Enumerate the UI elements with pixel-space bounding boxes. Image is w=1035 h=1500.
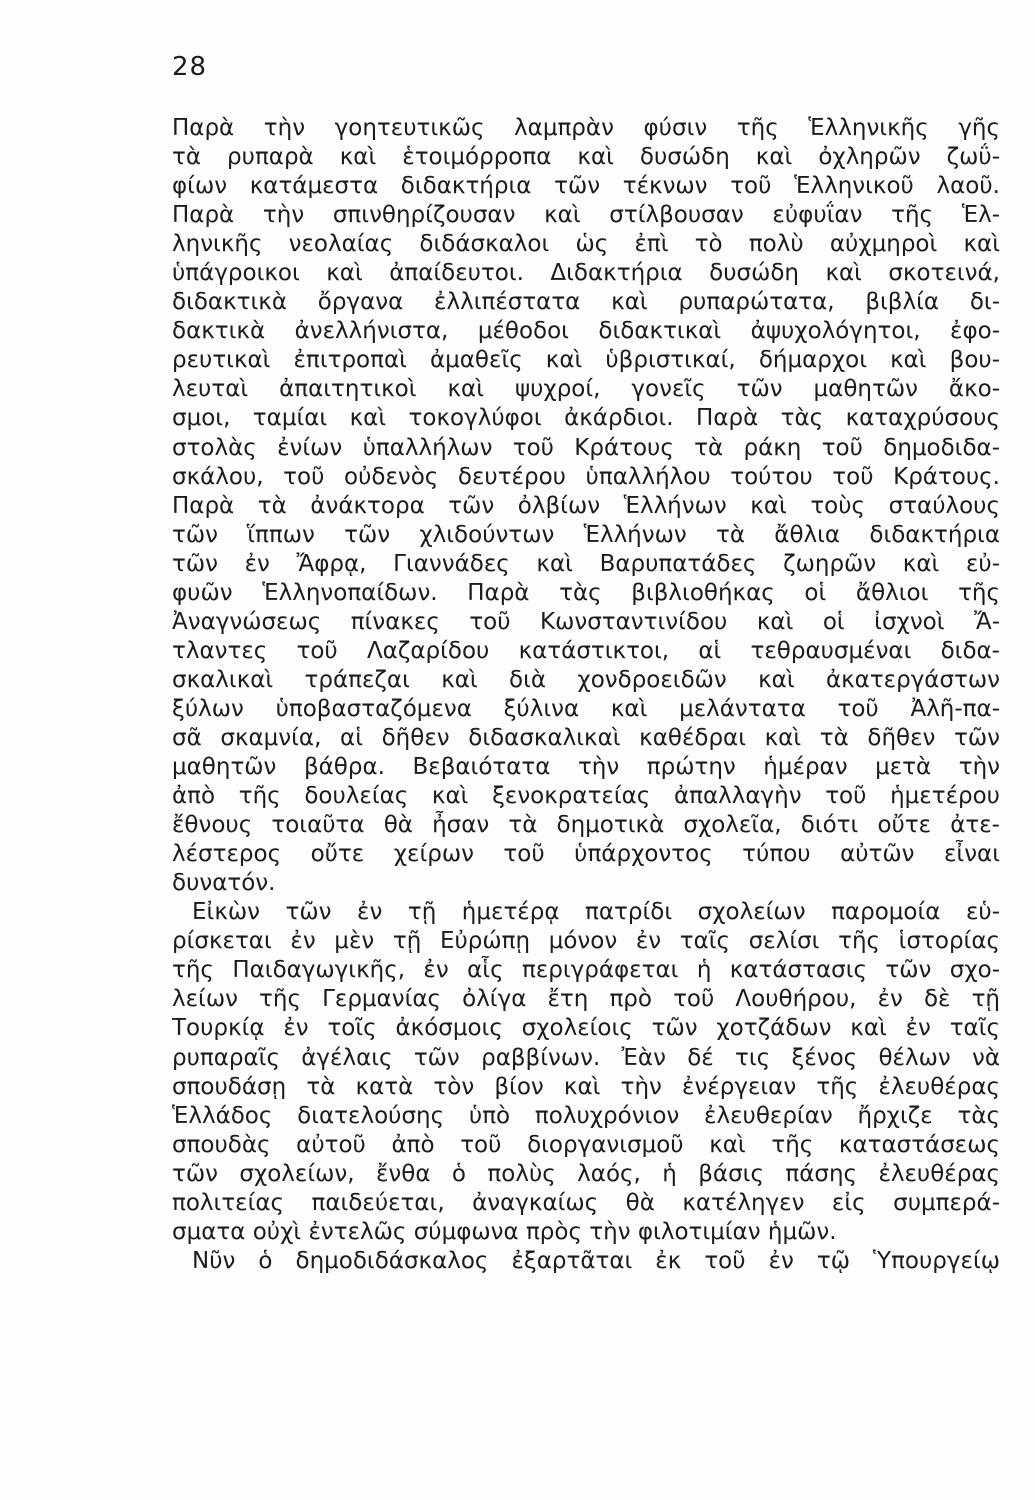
text-line: σκάλου, τοῦ οὐδενὸς δευτέρου ὑπαλλήλου τούτου τοῦ Κράτους.	[172, 463, 1000, 490]
text-line: ὑπάγροικοι καὶ ἀπαίδευτοι. Διδακτήρια δυσώδη καὶ σκοτεινά,	[172, 260, 1000, 287]
text-line: ξύλων ὑποβασταζόμενα ξύλινα καὶ μελάντατα τοῦ Ἀλῆ-πα-	[172, 695, 1000, 722]
text-line: σᾶ σκαμνία, αἱ δῆθεν διδασκαλικαὶ καθέδραι καὶ τὰ δῆθεν τῶν	[172, 724, 1000, 751]
text-line: Νῦν ὁ δημοδιδάσκαλος ἐξαρτᾶται ἐκ τοῦ ἐν τῷ Ὑπουργείῳ	[192, 1247, 1000, 1274]
text-line: Παρὰ τὴν σπινθηρίζουσαν καὶ στίλβουσαν εὐφυΐαν τῆς Ἑλ-	[172, 202, 1000, 229]
text-line: τῶν σχολείων, ἔνθα ὁ πολὺς λαός, ἡ βάσις πάσης ἐλευθέρας	[172, 1160, 1000, 1187]
text-line: Ἑλλάδος διατελούσης ὑπὸ πολυχρόνιον ἐλευθερίαν ἤρχιζε τὰς	[172, 1102, 1000, 1129]
text-line: σμοι, ταμίαι καὶ τοκογλύφοι ἀκάρδιοι. Παρὰ τὰς καταχρύσους	[172, 405, 1000, 432]
text-line: φίων κατάμεστα διδακτήρια τῶν τέκνων τοῦ Ἑλληνικοῦ λαοῦ.	[172, 173, 1000, 200]
text-line: σματα οὐχὶ ἐντελῶς σύμφωνα πρὸς τὴν φιλοτιμίαν ἡμῶν.	[172, 1218, 837, 1245]
text-line: Παρὰ τὰ ἀνάκτορα τῶν ὀλβίων Ἑλλήνων καὶ τοὺς σταύλους	[172, 492, 1000, 519]
text-line: φυῶν Ἑλληνοπαίδων. Παρὰ τὰς βιβλιοθήκας οἱ ἄθλιοι τῆς	[172, 579, 1000, 606]
text-line: δυνατόν.	[172, 870, 276, 897]
text-line: Εἰκὼν τῶν ἐν τῇ ἡμετέρᾳ πατρίδι σχολείων παρομοία εὑ-	[192, 899, 1000, 926]
text-line: Ἀναγνώσεως πίνακες τοῦ Κωνσταντινίδου καὶ οἱ ἰσχνοὶ Ἄ-	[172, 608, 1000, 635]
text-line: λέστερος οὔτε χείρων τοῦ ὑπάρχοντος τύπου αὐτῶν εἶναι	[172, 841, 1000, 868]
text-line: τλαντες τοῦ Λαζαρίδου κατάστικτοι, αἱ τεθραυσμέναι διδα-	[172, 637, 1000, 664]
text-line: σπουδάσῃ τὰ κατὰ τὸν βίον καὶ τὴν ἐνέργειαν τῆς ἐλευθέρας	[172, 1073, 1000, 1100]
text-line: λείων τῆς Γερμανίας ὀλίγα ἔτη πρὸ τοῦ Λουθήρου, ἐν δὲ τῇ	[172, 986, 1000, 1013]
text-line: μαθητῶν βάθρα. Βεβαιότατα τὴν πρώτην ἡμέραν μετὰ τὴν	[172, 754, 1000, 781]
text-line: δακτικὰ ἀνελλήνιστα, μέθοδοι διδακτικαὶ ἀψυχολόγητοι, ἐφο-	[172, 318, 1000, 345]
text-line: σκαλικαὶ τράπεζαι καὶ διὰ χονδροειδῶν καὶ ἀκατεργάστων	[172, 666, 1000, 693]
text-line: Παρὰ τὴν γοητευτικῶς λαμπρὰν φύσιν τῆς Ἑλληνικῆς γῆς	[172, 115, 1000, 141]
text-line: σπουδὰς αὐτοῦ ἀπὸ τοῦ διοργανισμοῦ καὶ τῆς καταστάσεως	[172, 1131, 1000, 1158]
text-line: διδακτικὰ ὄργανα ἐλλιπέστατα καὶ ρυπαρώτατα, βιβλία δι-	[172, 289, 1000, 316]
text-line: ρυπαραῖς ἀγέλαις τῶν ραββίνων. Ἐὰν δέ τις ξένος θέλων νὰ	[172, 1044, 1000, 1071]
text-line: τῶν ἵππων τῶν χλιδούντων Ἑλλήνων τὰ ἄθλια διδακτήρια	[172, 521, 1000, 548]
text-line: Τουρκίᾳ ἐν τοῖς ἀκόσμοις σχολείοις τῶν χοτζάδων καὶ ἐν ταῖς	[172, 1015, 1000, 1042]
text-line: στολὰς ἐνίων ὑπαλλήλων τοῦ Κράτους τὰ ράκη τοῦ δημοδιδα-	[172, 434, 1000, 461]
text-line: πολιτείας παιδεύεται, ἀναγκαίως θὰ κατέληγεν εἰς συμπερά-	[172, 1189, 1000, 1216]
text-line: τὰ ρυπαρὰ καὶ ἑτοιμόρροπα καὶ δυσώδη καὶ ὀχληρῶν ζωΰ-	[172, 144, 1000, 171]
text-line: λευταὶ ἀπαιτητικοὶ καὶ ψυχροί, γονεῖς τῶν μαθητῶν ἄκο-	[172, 376, 1000, 403]
text-line: τῶν ἐν Ἄφρᾳ, Γιαννάδες καὶ Βαρυπατάδες ζωηρῶν καὶ εὐ-	[172, 550, 1000, 577]
body-text	[172, 114, 1000, 1276]
text-line: ἀπὸ τῆς δουλείας καὶ ξενοκρατείας ἀπαλλαγὴν τοῦ ἡμετέρου	[172, 783, 1000, 810]
text-line: ρευτικαὶ ἐπιτροπαὶ ἀμαθεῖς καὶ ὑβριστικαί, δήμαρχοι καὶ βου-	[172, 347, 1000, 374]
text-line: ληνικῆς νεολαίας διδάσκαλοι ὡς ἐπὶ τὸ πολὺ αὐχμηροὶ καὶ	[172, 231, 1000, 258]
text-line: ρίσκεται ἐν μὲν τῇ Εὐρώπῃ μόνον ἐν ταῖς σελίσι τῆς ἱστορίας	[172, 928, 1000, 955]
text-line: ἔθνους τοιαῦτα θὰ ἦσαν τὰ δημοτικὰ σχολεῖα, διότι οὔτε ἀτε-	[172, 812, 1000, 839]
text-line: τῆς Παιδαγωγικῆς, ἐν αἷς περιγράφεται ἡ κατάστασις τῶν σχο-	[172, 957, 1000, 984]
page-number: 28	[172, 52, 208, 82]
